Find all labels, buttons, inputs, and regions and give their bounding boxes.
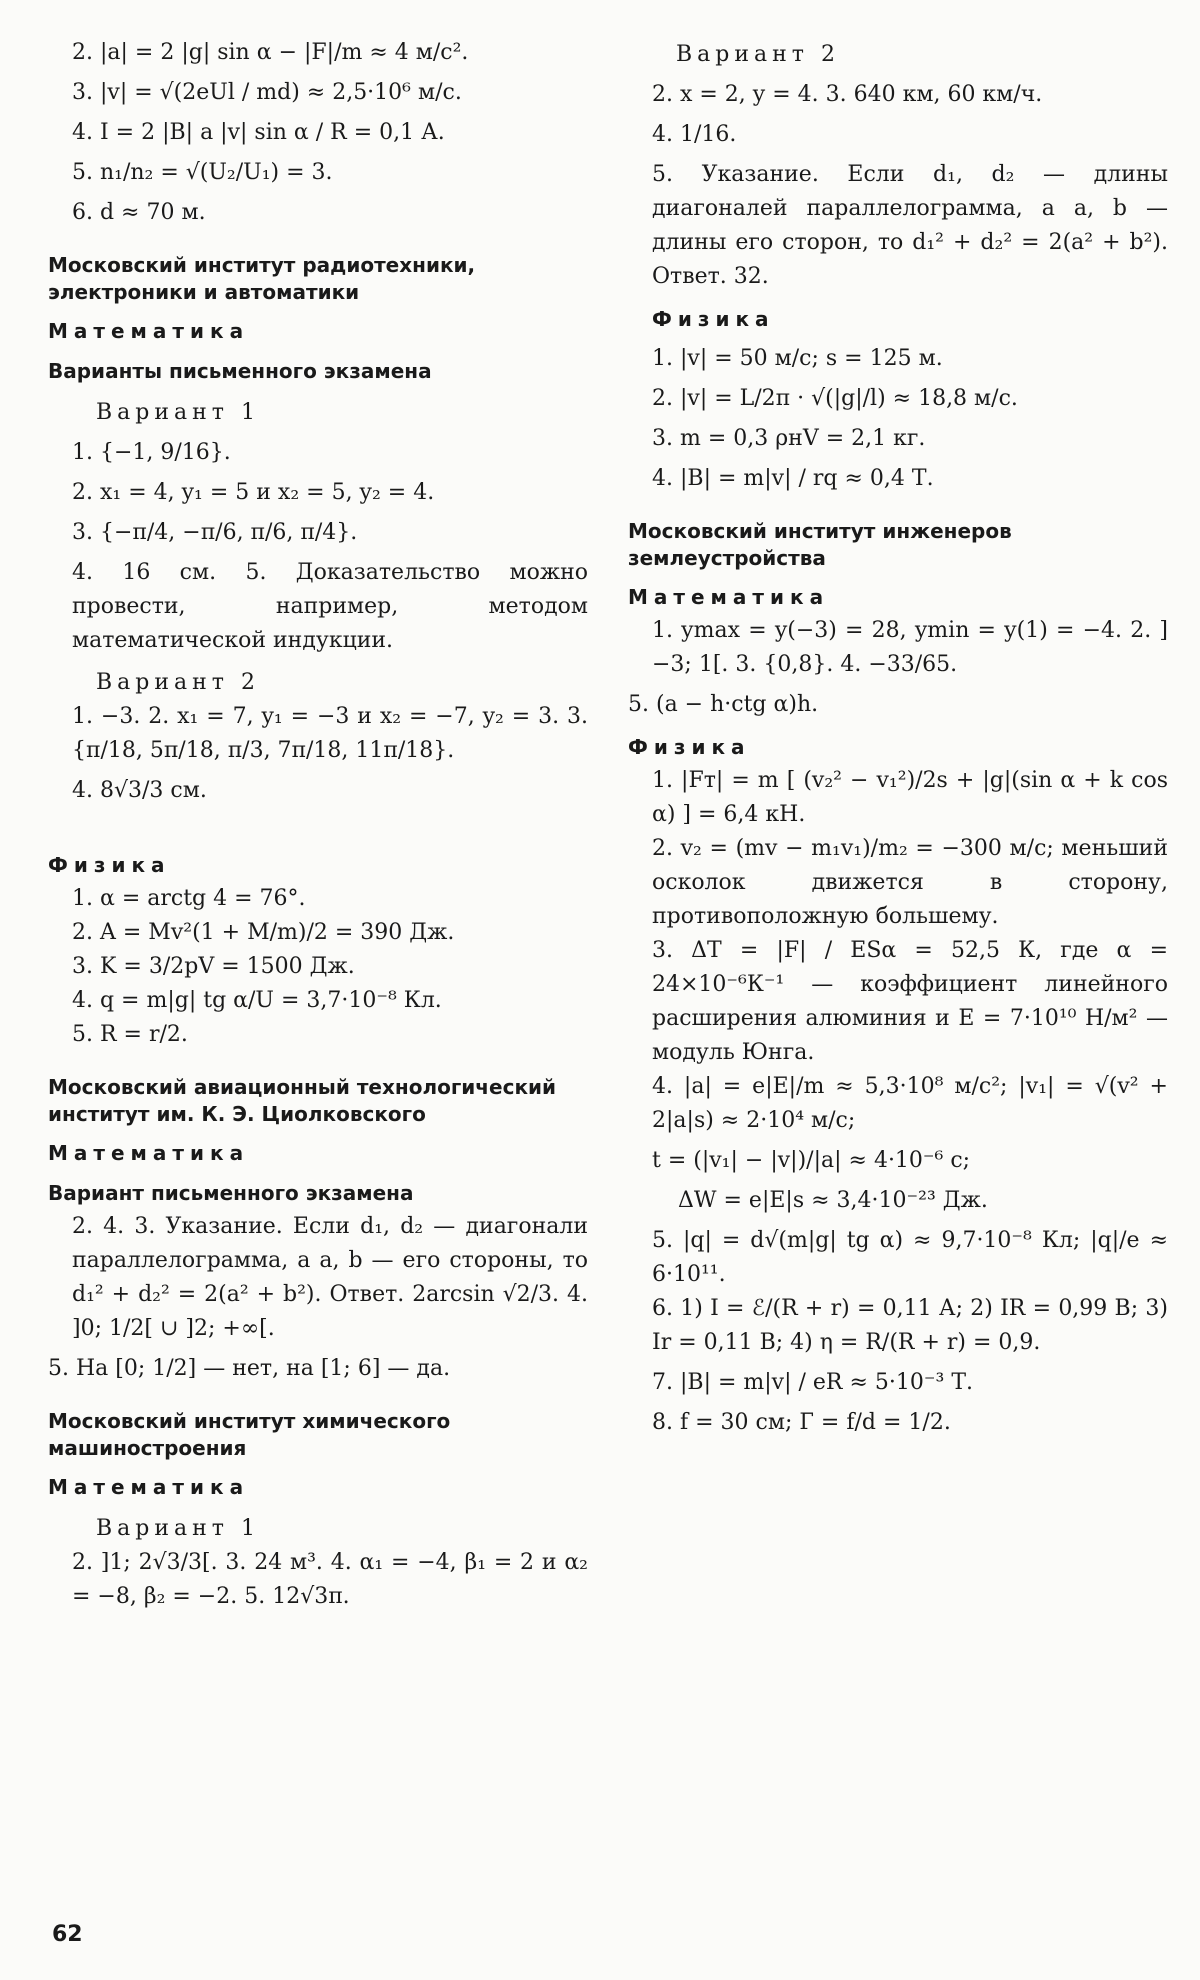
answer-line: t = (|v₁| − |v|)/|a| ≈ 4·10⁻⁶ с;: [652, 1148, 971, 1173]
left-column: [48, 30, 588, 1614]
answer-line: 2. A = Mv²(1 + M/m)/2 = 390 Дж.: [72, 920, 455, 945]
subject-title: Физика: [652, 307, 775, 331]
answer-line: 5. На [0; 1/2] — нет, на [1; 6] — да.: [48, 1356, 451, 1381]
answer-line: 4. |B| = m|v| / rq ≈ 0,4 Т.: [652, 466, 934, 491]
exam-title: Вариант письменного экзамена: [48, 1181, 414, 1205]
answer-line: 4. I = 2 |B| a |v| sin α / R = 0,1 А.: [72, 120, 445, 145]
page-number: 62: [52, 1922, 83, 1947]
answer-line: 4. q = m|g| tg α/U = 3,7·10⁻⁸ Кл.: [72, 988, 442, 1013]
variant-title: Вариант 1: [96, 400, 260, 425]
answer-line: ΔW = e|E|s ≈ 3,4·10⁻²³ Дж.: [678, 1188, 988, 1213]
subject-title: Математика: [48, 1141, 250, 1165]
answer-paragraph: 5. |q| = d√(m|g| tg α) ≈ 9,7·10⁻⁸ Кл; |q|/e ≈ 6·10¹¹.: [652, 1228, 1168, 1287]
subject-title: Математика: [48, 1475, 250, 1499]
answer-line: 4. 1/16.: [652, 122, 737, 147]
answer-line: 2. x₁ = 4, y₁ = 5 и x₂ = 5, y₂ = 4.: [72, 480, 435, 505]
answer-line: 2. |a| = 2 |g| sin α − |F|/m ≈ 4 м/с².: [72, 40, 469, 65]
subject-title: Математика: [48, 319, 250, 343]
variant-title: Вариант 2: [676, 42, 840, 67]
answer-line: 1. α = arctg 4 = 76°.: [72, 886, 306, 911]
answer-paragraph: 2. 4. 3. Указание. Если d₁, d₂ — диагонали параллелограмма, а a, b — его стороны, то d₁² + d₂² = 2(a² + b²). Ответ. 2arcsin √2/3. 4. ]0; 1/2[ ∪ ]2; +∞[.: [72, 1214, 588, 1341]
answer-paragraph: 1. |Fт| = m [ (v₂² − v₁²)/2s + |g|(sin α + k cos α) ] = 6,4 кН.: [652, 768, 1168, 827]
subject-title: Физика: [48, 853, 171, 877]
answer-line: 1. |v| = 50 м/с; s = 125 м.: [652, 346, 943, 371]
answer-line: 5. (a − h·ctg α)h.: [628, 692, 819, 717]
institute-heading: Московский авиационный технологический институт им. К. Э. Циолковского: [48, 1075, 557, 1126]
answer-paragraph: 1. −3. 2. x₁ = 7, y₁ = −3 и x₂ = −7, y₂ = 3. 3. {π/18, 5π/18, π/3, 7π/18, 11π/18}.: [72, 704, 588, 763]
answer-line: 3. |v| = √(2eUl / md) ≈ 2,5·10⁶ м/с.: [72, 80, 462, 105]
exam-title: Варианты письменного экзамена: [48, 359, 432, 383]
answer-paragraph: 5. Указание. Если d₁, d₂ — длины диагоналей параллелограмма, а a, b — длины его сторон, то d₁² + d₂² = 2(a² + b²). Ответ. 32.: [652, 162, 1168, 289]
answer-paragraph: 2. ]1; 2√3/3[. 3. 24 м³. 4. α₁ = −4, β₁ = 2 и α₂ = −8, β₂ = −2. 5. 12√3π.: [72, 1550, 588, 1609]
answer-paragraph: 2. v₂ = (mv − m₁v₁)/m₂ = −300 м/с; меньший осколок движется в сторону, противоположную большему.: [652, 836, 1168, 929]
answer-paragraph: 4. 16 см. 5. Доказательство можно провести, например, методом математической индукции.: [72, 560, 588, 653]
answer-line: 5. n₁/n₂ = √(U₂/U₁) = 3.: [72, 160, 333, 185]
answer-line: 2. |v| = L/2π · √(|g|/l) ≈ 18,8 м/с.: [652, 386, 1018, 411]
answer-line: 2. x = 2, y = 4. 3. 640 км, 60 км/ч.: [652, 82, 1043, 107]
answer-line: 3. {−π/4, −π/6, π/6, π/4}.: [72, 520, 358, 545]
institute-heading: Московский институт радиотехники, электроники и автоматики: [48, 253, 476, 304]
answer-line: 5. R = r/2.: [72, 1022, 188, 1047]
variant-title: Вариант 2: [96, 670, 260, 695]
answer-line: 7. |B| = m|v| / eR ≈ 5·10⁻³ Т.: [652, 1370, 973, 1395]
right-column: [628, 30, 1168, 1446]
subject-title: Физика: [628, 735, 751, 759]
answer-paragraph: 1. ymax = y(−3) = 28, ymin = y(1) = −4. 2. ]−3; 1[. 3. {0,8}. 4. −33/65.: [652, 618, 1168, 677]
answer-line: 8. f = 30 см; Г = f/d = 1/2.: [652, 1410, 951, 1435]
institute-heading: Московский институт инженеров землеустройства: [628, 519, 1012, 570]
variant-title: Вариант 1: [96, 1516, 260, 1541]
answer-line: 3. K = 3/2pV = 1500 Дж.: [72, 954, 355, 979]
answer-paragraph: 4. |a| = e|E|/m ≈ 5,3·10⁸ м/с²; |v₁| = √(v² + 2|a|s) ≈ 2·10⁴ м/с;: [652, 1074, 1168, 1133]
answer-line: 1. {−1, 9/16}.: [72, 440, 231, 465]
institute-heading: Московский институт химического машиностроения: [48, 1409, 451, 1460]
subject-title: Математика: [628, 585, 830, 609]
answer-line: 4. 8√3/3 см.: [72, 778, 207, 803]
answer-paragraph: 6. 1) I = ℰ/(R + r) = 0,11 А; 2) IR = 0,99 В; 3) Ir = 0,11 В; 4) η = R/(R + r) = 0,9.: [652, 1296, 1168, 1355]
answer-paragraph: 3. ΔT = |F| / ESα = 52,5 К, где α = 24×10⁻⁶К⁻¹ — коэффициент линейного расширения алюминия и E = 7·10¹⁰ Н/м² — модуль Юнга.: [652, 938, 1168, 1065]
answer-line: 6. d ≈ 70 м.: [72, 200, 206, 225]
answer-line: 3. m = 0,3 ρнV = 2,1 кг.: [652, 426, 926, 451]
